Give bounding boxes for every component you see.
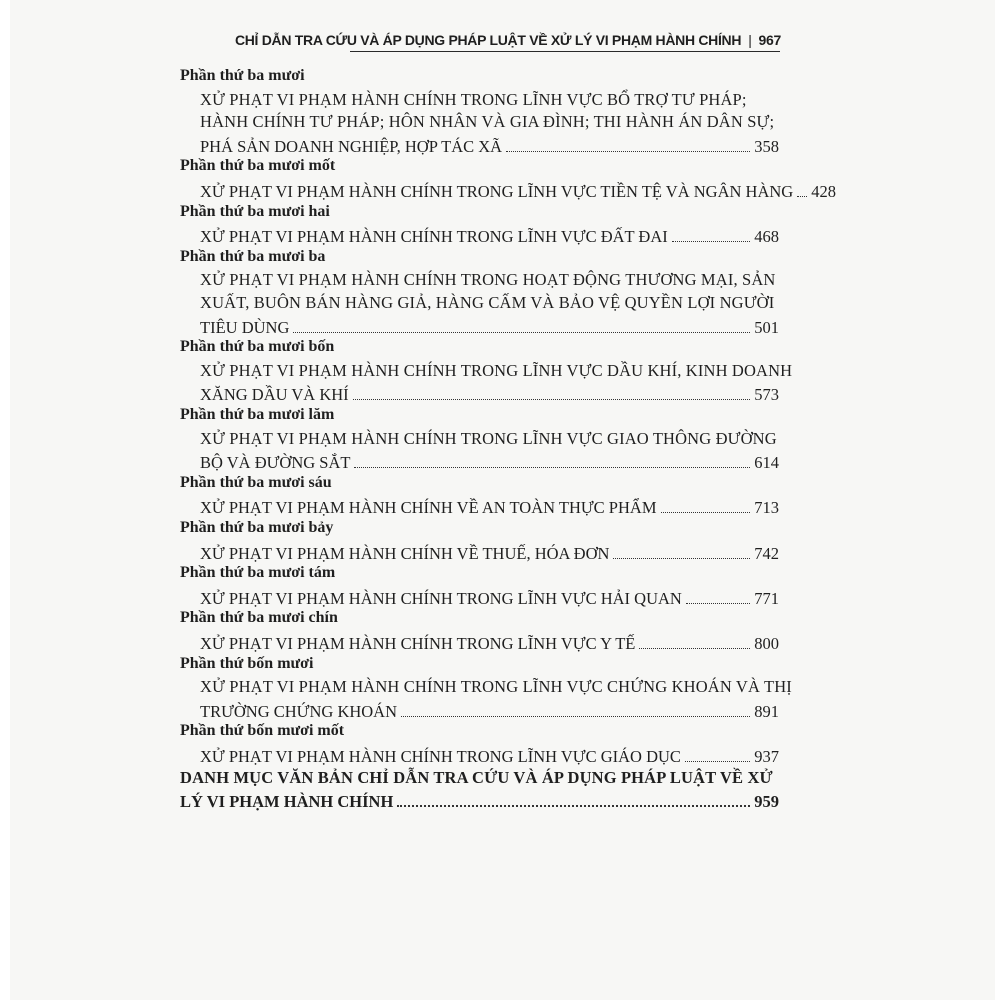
toc-part-heading: Phần thứ ba mươi chín (180, 609, 338, 627)
toc-page-number: 468 (754, 227, 779, 247)
dot-leader (506, 151, 750, 152)
dot-leader (293, 332, 750, 333)
header-separator: | (748, 32, 752, 48)
toc-entry-row[interactable] (200, 135, 779, 157)
toc-page-number: 891 (754, 701, 779, 721)
toc-title-line: XỬ PHẠT VI PHẠM HÀNH CHÍNH TRONG LĨNH VỰC GIAO THÔNG ĐƯỜNG (200, 428, 777, 448)
dot-leader (797, 196, 807, 197)
toc-part-heading: Phần thứ ba mươi tám (180, 564, 336, 582)
toc-part-heading: Phần thứ ba mươi bốn (180, 338, 335, 356)
toc-page-number: 614 (754, 453, 779, 473)
toc-page-number: 800 (754, 634, 779, 653)
final-entry-line: DANH MỤC VĂN BẢN CHỈ DẪN TRA CỨU VÀ ÁP DỤNG PHÁP LUẬT VỀ XỬ (180, 767, 773, 787)
dot-leader (354, 467, 750, 468)
dot-leader (401, 716, 750, 717)
toc-page-number: 358 (754, 136, 779, 156)
toc-entry-row[interactable] (200, 451, 779, 473)
toc-title-line: BỘ VÀ ĐƯỜNG SẮT (200, 453, 351, 473)
toc-title-line: XỬ PHẠT VI PHẠM HÀNH CHÍNH TRONG HOẠT ĐỘNG THƯƠNG MẠI, SẢN (200, 270, 776, 290)
header-page-number: 967 (758, 32, 781, 48)
toc-entry-row[interactable] (200, 745, 779, 767)
toc-title-line: XỬ PHẠT VI PHẠM HÀNH CHÍNH TRONG LĨNH VỰC GIÁO DỤC (200, 747, 681, 766)
toc-entry-row[interactable] (200, 587, 779, 609)
dot-leader (686, 603, 750, 604)
toc-page-number: 771 (754, 588, 779, 608)
toc-title-line: TRƯỜNG CHỨNG KHOÁN (200, 701, 398, 721)
toc-part-heading: Phần thứ ba mươi lăm (180, 406, 335, 423)
toc-page-number: 501 (754, 317, 779, 337)
toc-page-number: 937 (754, 747, 779, 766)
toc-title-line: XỬ PHẠT VI PHẠM HÀNH CHÍNH TRONG LĨNH VỰC CHỨNG KHOÁN VÀ THỊ (200, 677, 792, 697)
toc-title-line: XỬ PHẠT VI PHẠM HÀNH CHÍNH TRONG LĨNH VỰC BỔ TRỢ TƯ PHÁP; (200, 89, 747, 109)
toc-title-line: PHÁ SẢN DOANH NGHIỆP, HỢP TÁC XÃ (200, 136, 503, 156)
header-title: CHỈ DẪN TRA CỨU VÀ ÁP DỤNG PHÁP LUẬT VỀ XỬ LÝ VI PHẠM HÀNH CHÍNH (234, 32, 742, 48)
toc-entry-row[interactable] (200, 700, 779, 722)
toc-title-line: HÀNH CHÍNH TƯ PHÁP; HÔN NHÂN VÀ GIA ĐÌNH; THI HÀNH ÁN DÂN SỰ; (200, 112, 775, 132)
final-entry-row[interactable] (180, 790, 779, 812)
toc-part-heading: Phần thứ ba mươi ba (180, 247, 326, 265)
toc-entry-row[interactable] (200, 180, 836, 202)
dot-leader (672, 241, 750, 242)
dot-leader (639, 648, 750, 649)
toc-entry-row[interactable] (200, 383, 779, 405)
final-entry-line: LÝ VI PHẠM HÀNH CHÍNH (180, 792, 394, 812)
toc-part-heading: Phần thứ ba mươi hai (180, 202, 330, 220)
toc-page-number: 428 (811, 182, 836, 201)
dot-leader (397, 805, 750, 807)
dot-leader (685, 761, 750, 762)
toc-entry-row[interactable] (200, 496, 779, 518)
dot-leader (353, 399, 751, 400)
toc-part-heading: Phần thứ ba mươi sáu (180, 473, 332, 491)
toc-part-heading: Phần thứ bốn mươi (180, 654, 314, 672)
toc-entry-row[interactable] (200, 316, 779, 338)
dot-leader (613, 558, 750, 559)
toc-page-number: 713 (754, 498, 779, 518)
toc-part-heading: Phần thứ bốn mươi mốt (180, 722, 345, 740)
toc-title-line: XỬ PHẠT VI PHẠM HÀNH CHÍNH VỀ AN TOÀN THỰC PHẨM (200, 498, 657, 518)
toc-part-heading: Phần thứ ba mươi bảy (180, 519, 334, 536)
toc-page-number: 742 (754, 543, 779, 563)
final-entry-page-number: 959 (754, 792, 779, 812)
toc-title-line: XỬ PHẠT VI PHẠM HÀNH CHÍNH VỀ THUẾ, HÓA ĐƠN (200, 543, 610, 563)
toc-title-line: XỬ PHẠT VI PHẠM HÀNH CHÍNH TRONG LĨNH VỰC ĐẤT ĐAI (200, 227, 668, 247)
toc-part-heading: Phần thứ ba mươi mốt (180, 157, 336, 175)
toc-part-heading: Phần thứ ba mươi (180, 67, 305, 84)
toc-title-line: TIÊU DÙNG (200, 317, 290, 337)
toc-title-line: XỬ PHẠT VI PHẠM HÀNH CHÍNH TRONG LĨNH VỰC HẢI QUAN (200, 588, 682, 608)
toc-title-line: XUẤT, BUÔN BÁN HÀNG GIẢ, HÀNG CẤM VÀ BẢO VỆ QUYỀN LỢI NGƯỜI (200, 293, 775, 312)
toc-title-line: XỬ PHẠT VI PHẠM HÀNH CHÍNH TRONG LĨNH VỰC TIỀN TỆ VÀ NGÂN HÀNG (200, 182, 794, 201)
dot-leader (661, 512, 751, 513)
toc-entry-row[interactable] (200, 632, 779, 654)
toc-entry-row[interactable] (200, 542, 779, 564)
toc-page-number: 573 (754, 385, 779, 405)
toc-title-line: XỬ PHẠT VI PHẠM HÀNH CHÍNH TRONG LĨNH VỰC DẦU KHÍ, KINH DOANH (200, 360, 793, 380)
toc-entry-row[interactable] (200, 225, 779, 247)
toc-title-line: XỬ PHẠT VI PHẠM HÀNH CHÍNH TRONG LĨNH VỰC Y TẾ (200, 634, 636, 653)
toc-title-line: XĂNG DẦU VÀ KHÍ (200, 385, 349, 405)
